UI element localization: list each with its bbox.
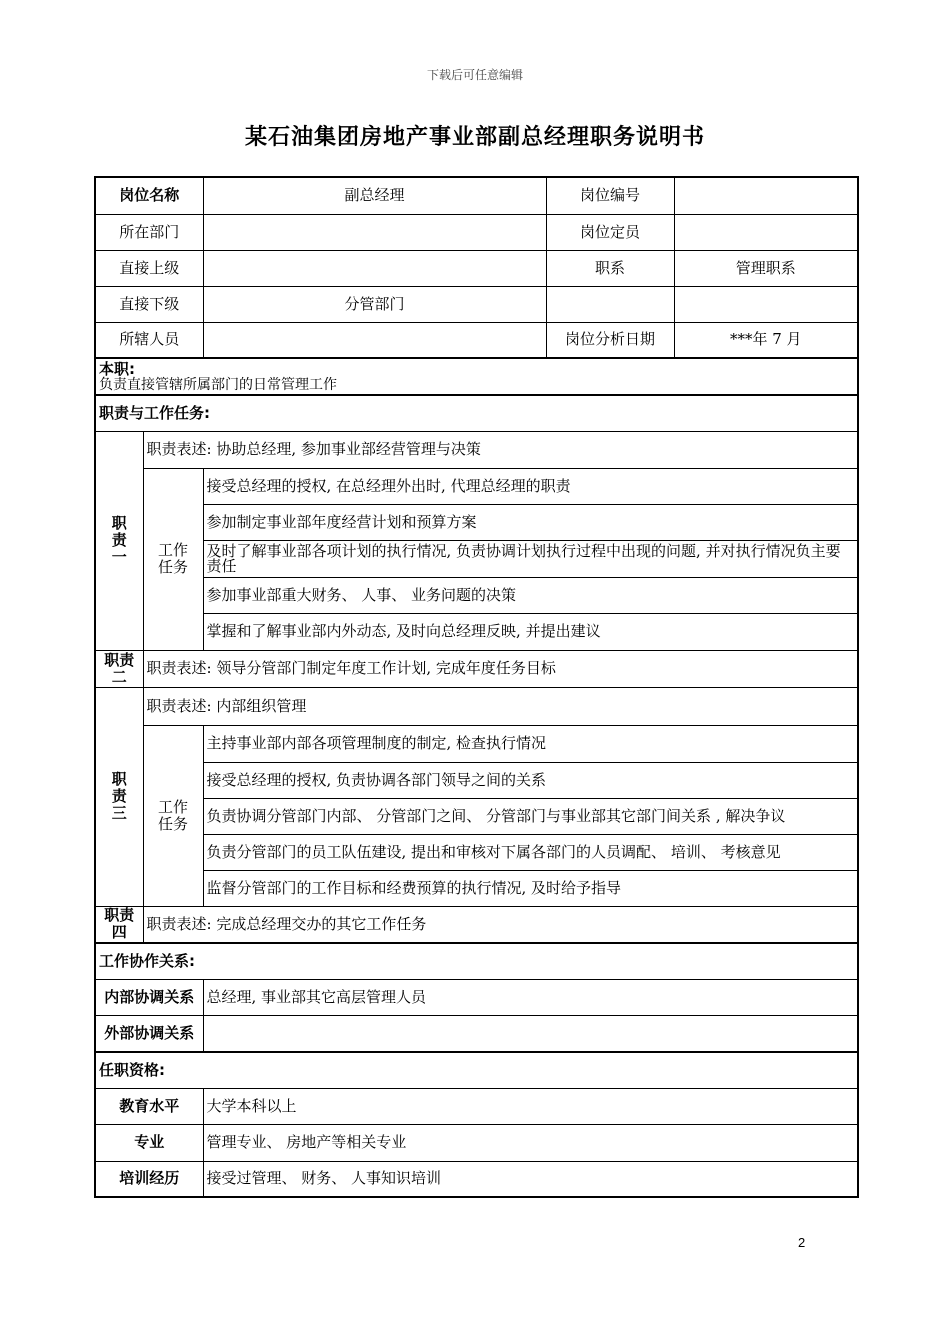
header-note: 下载后可任意编辑 — [426, 68, 523, 82]
document-title: 某石油集团房地产事业部副总经理职务说明书 — [244, 125, 705, 150]
subordinate-extra-label — [546, 286, 674, 322]
duty-3-task: 负责协调分管部门内部、 分管部门之间、 分管部门与事业部其它部门间关系 , 解决争议 — [203, 798, 858, 834]
cooperation-section-label: 工作协作关系: — [95, 943, 858, 979]
internal-coordination-value: 总经理, 事业部其它高层管理人员 — [203, 979, 858, 1015]
supervisor-value — [203, 250, 546, 286]
duties-section-label: 职责与工作任务: — [95, 395, 858, 431]
education-label: 教育水平 — [95, 1088, 203, 1124]
duty-3-task: 接受总经理的授权, 负责协调各部门领导之间的关系 — [203, 762, 858, 798]
education-value: 大学本科以上 — [203, 1088, 858, 1124]
duty-3-task: 负责分管部门的员工队伍建设, 提出和审核对下属各部门的人员调配、 培训、 考核意见 — [203, 834, 858, 870]
duty-3-statement: 职责表述: 内部组织管理 — [143, 687, 858, 725]
analysis-date-value: ***年 7 月 — [674, 322, 858, 358]
main-duty-cell — [95, 358, 858, 395]
analysis-date-label: 岗位分析日期 — [546, 322, 674, 358]
staff-label: 所辖人员 — [95, 322, 203, 358]
duty-4-label: 职责 四 — [95, 906, 143, 943]
training-value: 接受过管理、 财务、 人事知识培训 — [203, 1161, 858, 1197]
major-value: 管理专业、 房地产等相关专业 — [203, 1124, 858, 1161]
position-name-label: 岗位名称 — [95, 177, 203, 214]
duty-1-task: 参加制定事业部年度经营计划和预算方案 — [203, 504, 858, 540]
duty-3-label: 职 责 三 — [95, 687, 143, 906]
subordinate-label: 直接下级 — [95, 286, 203, 322]
staff-value — [203, 322, 546, 358]
job-family-label: 职系 — [546, 250, 674, 286]
duty-2-statement: 职责表述: 领导分管部门制定年度工作计划, 完成年度任务目标 — [143, 650, 858, 687]
supervisor-label: 直接上级 — [95, 250, 203, 286]
external-coordination-label: 外部协调关系 — [95, 1015, 203, 1052]
duty-1-task: 参加事业部重大财务、 人事、 业务问题的决策 — [203, 577, 858, 613]
headcount-value — [674, 214, 858, 250]
duty-1-task: 及时了解事业部各项计划的执行情况, 负责协调计划执行过程中出现的问题, 并对执行情况负主要责任 — [203, 540, 858, 577]
page-number: 2 — [798, 1235, 806, 1250]
job-family-value: 管理职系 — [674, 250, 858, 286]
duty-4-statement: 职责表述: 完成总经理交办的其它工作任务 — [143, 906, 858, 943]
subordinate-extra-value — [674, 286, 858, 322]
position-name-value: 副总经理 — [203, 177, 546, 214]
internal-coordination-label: 内部协调关系 — [95, 979, 203, 1015]
duty-1-statement: 职责表述: 协助总经理, 参加事业部经营管理与决策 — [143, 431, 858, 468]
qualifications-section-label: 任职资格: — [95, 1052, 858, 1088]
duty-1-task: 接受总经理的授权, 在总经理外出时, 代理总经理的职责 — [203, 468, 858, 504]
main-duty-label: 本职: — [99, 359, 135, 378]
position-code-value — [674, 177, 858, 214]
position-code-label: 岗位编号 — [546, 177, 674, 214]
duty-1-label: 职 责 一 — [95, 431, 143, 650]
duty-1-task-label: 工作 任务 — [143, 468, 203, 650]
duty-2-label: 职责 二 — [95, 650, 143, 687]
external-coordination-value — [203, 1015, 858, 1052]
department-label: 所在部门 — [95, 214, 203, 250]
department-value — [203, 214, 546, 250]
duty-3-task: 主持事业部内部各项管理制度的制定, 检查执行情况 — [203, 725, 858, 762]
training-label: 培训经历 — [95, 1161, 203, 1197]
headcount-label: 岗位定员 — [546, 214, 674, 250]
duty-3-task: 监督分管部门的工作目标和经费预算的执行情况, 及时给予指导 — [203, 870, 858, 906]
major-label: 专业 — [95, 1124, 203, 1161]
job-description-table — [94, 176, 859, 1198]
main-duty-text: 负责直接管辖所属部门的日常管理工作 — [99, 376, 337, 393]
duty-1-task: 掌握和了解事业部内外动态, 及时向总经理反映, 并提出建议 — [203, 613, 858, 650]
subordinate-value: 分管部门 — [203, 286, 546, 322]
duty-3-task-label: 工作 任务 — [143, 725, 203, 906]
